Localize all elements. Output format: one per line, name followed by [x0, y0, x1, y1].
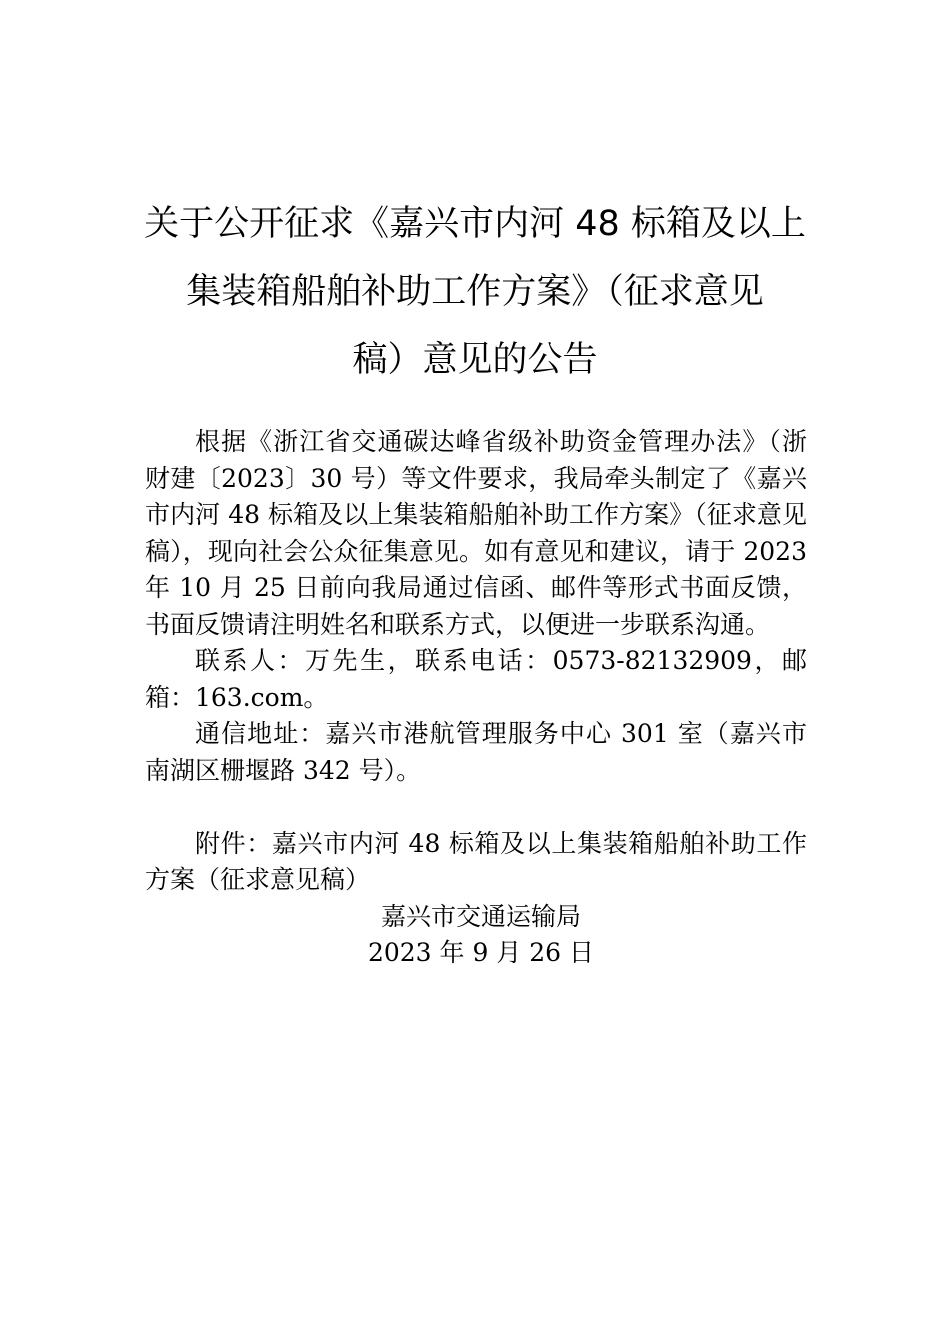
document-title	[140, 190, 810, 394]
title-line-1: 关于公开征求《嘉兴市内河 48 标箱及以上	[144, 204, 806, 244]
blank-line	[145, 789, 807, 826]
title-line-2: 集装箱船舶补助工作方案》（征求意见	[186, 272, 764, 312]
title-line-3: 稿）意见的公告	[352, 340, 598, 380]
signature-date: 2023 年 9 月 26 日	[367, 938, 595, 967]
document-body	[145, 424, 807, 972]
attachment-paragraph: 附件：嘉兴市内河 48 标箱及以上集装箱船舶补助工作方案（征求意见稿）	[145, 828, 807, 894]
contact-paragraph: 联系人：万先生，联系电话：0573-82132909，邮箱：163.com。	[145, 646, 807, 712]
signature-organization: 嘉兴市交通运输局	[380, 901, 581, 931]
main-paragraph: 根据《浙江省交通碳达峰省级补助资金管理办法》（浙财建〔2023〕30 号）等文件要求，我局牵头制定了《嘉兴市内河 48 标箱及以上集装箱船舶补助工作方案》（征求意见稿），现向社会公众征集意见。如有意见和建议，请于 2023 年 10 月 25 日前向我局通过信函、邮件等形式书面反馈，书面反馈请注明姓名和联系方式，以便进一步联系沟通。	[145, 427, 807, 639]
address-paragraph: 通信地址：嘉兴市港航管理服务中心 301 室（嘉兴市南湖区栅堰路 342 号）。	[145, 719, 807, 785]
